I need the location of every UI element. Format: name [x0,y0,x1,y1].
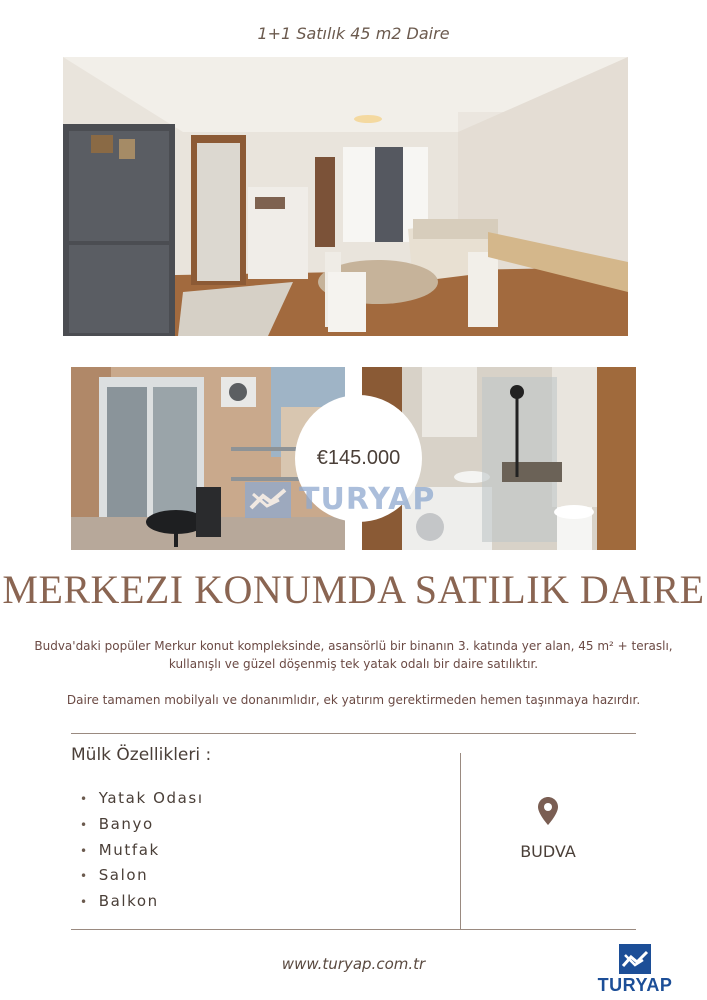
description-paragraph: Budva'daki popüler Merkur konut kompleksinde, asansörlü bir binanın 3. katında yer alan, 45 m² + teraslı, kullanışlı ve güzel döşenmiş tek yatak odalı bir daire satılıktır. [34,639,673,671]
watermark-text: TURYAP [299,481,436,517]
website-link[interactable]: www.turyap.com.tr [281,955,426,973]
features-title: Mülk Özellikleri : [71,745,212,765]
price-badge: €145.000 [295,395,422,522]
divider [71,929,636,930]
feature-item: • Salon [80,864,204,890]
location-city: BUDVA [520,842,576,861]
divider [71,733,636,734]
location-pin-icon [538,797,558,825]
turyap-logo-icon [619,944,651,974]
living-room-photo [63,57,628,336]
turyap-watermark [243,474,473,524]
handshake-icon [243,478,293,520]
headline: MERKEZI KONUMDA SATILIK DAIRE [2,567,705,612]
divider [460,753,461,929]
feature-list [80,787,204,916]
listing-title: 1+1 Satılık 45 m2 Daire [257,24,450,43]
feature-item: • Yatak Odası [80,787,204,813]
feature-item: • Balkon [80,890,204,916]
feature-item: • Mutfak [80,839,204,865]
feature-item: • Banyo [80,813,204,839]
logo-text: TURYAP [597,975,673,995]
description [30,637,677,727]
turyap-logo [580,944,690,996]
description-paragraph: Daire tamamen mobilyalı ve donanımlıdır, ek yatırım gerektirmeden hemen taşınmaya hazırdır. [66,693,641,707]
